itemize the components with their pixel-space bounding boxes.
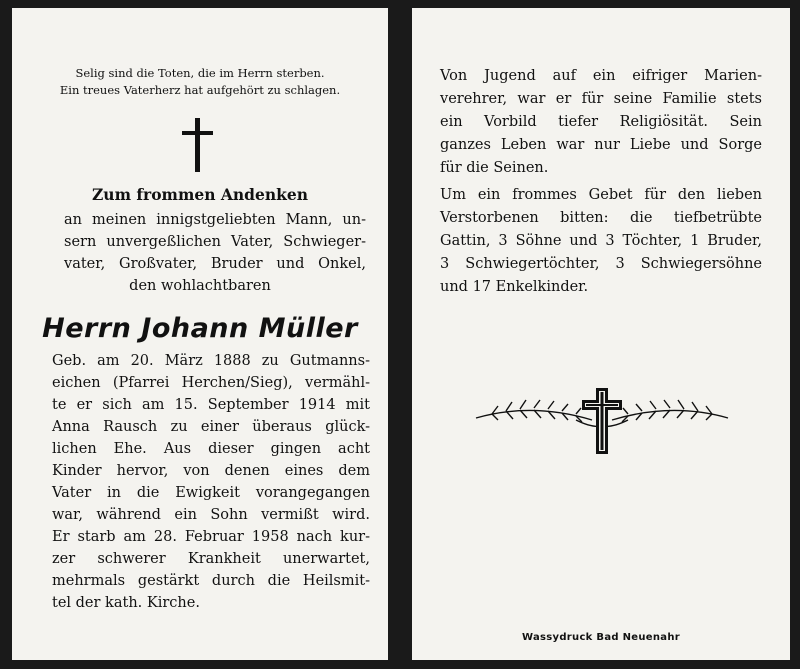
text-line: Verstorbenen bitten: die tiefbetrübte xyxy=(440,210,762,226)
right-card xyxy=(412,8,790,660)
text-line: für die Seinen. xyxy=(440,160,549,176)
bio-line: Anna Rausch zu einer überaus glück- xyxy=(52,419,370,435)
text-line: Von Jugend auf ein eifriger Marien- xyxy=(440,68,762,84)
bio-line: war, während ein Sohn vermißt wird. xyxy=(52,507,370,523)
bio-line: tel der kath. Kirche. xyxy=(52,595,200,611)
bio-line: Vater in die Ewigkeit vorangegangen xyxy=(52,485,370,501)
heading: Zum frommen Andenken xyxy=(91,185,309,204)
printer-imprint: Wassydruck Bad Neuenahr xyxy=(522,632,680,643)
intro-line: vater, Großvater, Bruder und Onkel, xyxy=(64,256,366,272)
text-line: verehrer, war er für seine Familie stets xyxy=(440,91,762,107)
bio-line: Kinder hervor, von denen eines dem xyxy=(52,463,370,479)
text-line: und 17 Enkelkinder. xyxy=(440,279,589,295)
deceased-name: Herrn Johann Müller xyxy=(42,313,358,344)
epigraph-line: Ein treues Vaterherz hat aufgehört zu schlagen. xyxy=(59,83,341,97)
intro-line: sern unvergeßlichen Vater, Schwieger- xyxy=(64,234,366,250)
text-line: Um ein frommes Gebet für den lieben xyxy=(440,187,762,203)
intro-line: den wohlachtbaren xyxy=(129,278,271,294)
text-line: ganzes Leben war nur Liebe und Sorge xyxy=(440,137,762,153)
bio-line: Er starb am 28. Februar 1958 nach kur- xyxy=(52,529,370,545)
left-card xyxy=(12,8,388,660)
text-line: 3 Schwiegertöchter, 3 Schwiegersöhne xyxy=(440,256,762,272)
intro-line: an meinen innigstgeliebten Mann, un- xyxy=(64,212,366,228)
bio-line: Geb. am 20. März 1888 zu Gutmanns- xyxy=(52,353,370,369)
bio-line: mehrmals gestärkt durch die Heilsmit- xyxy=(52,573,370,589)
bio-line: te er sich am 15. September 1914 mit xyxy=(52,397,370,413)
bio-line: zer schwerer Krankheit unerwartet, xyxy=(52,551,370,567)
bio-line: eichen (Pfarrei Herchen/Sieg), vermähl- xyxy=(52,375,370,391)
text-line: Gattin, 3 Söhne und 3 Töchter, 1 Bruder, xyxy=(440,233,762,249)
text-line: ein Vorbild tiefer Religiösität. Sein xyxy=(440,114,762,130)
bio-line: lichen Ehe. Aus dieser gingen acht xyxy=(52,441,370,457)
cross-with-palm-branches-icon xyxy=(472,380,732,460)
epigraph-line: Selig sind die Toten, die im Herrn sterben. xyxy=(75,66,325,80)
